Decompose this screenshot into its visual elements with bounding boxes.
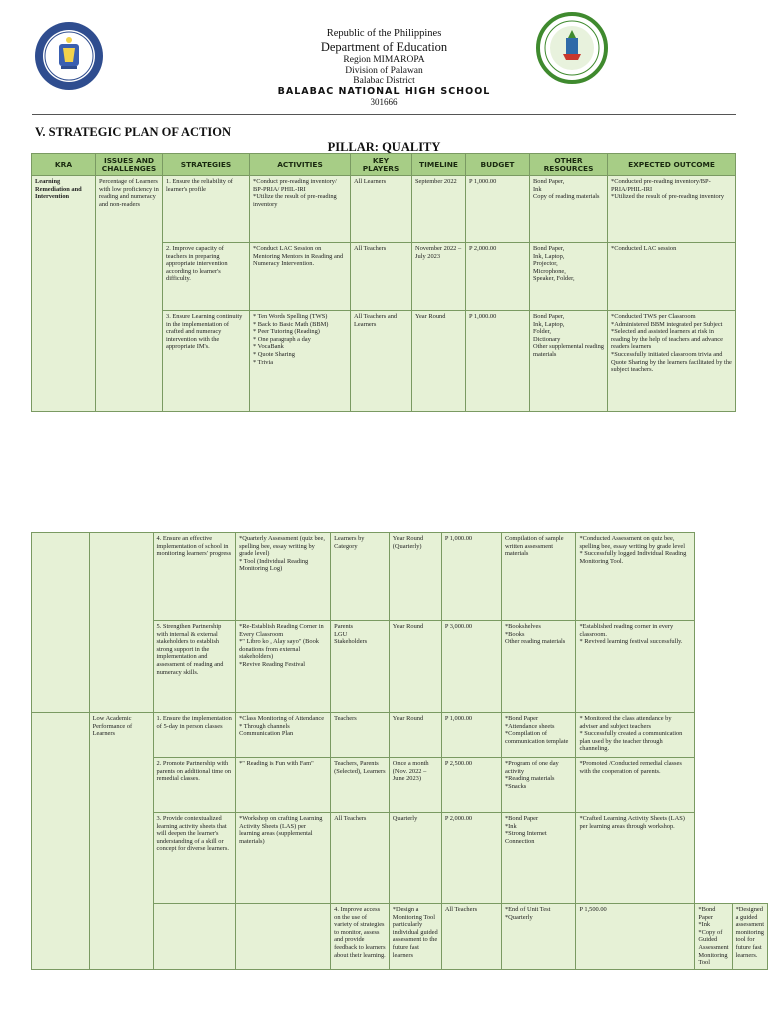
table-row <box>32 176 736 243</box>
strategy-cell: 1. Ensure the implementation of 5-day in person classes <box>153 713 236 758</box>
outcome-cell: * Monitored the class attendance by adviser and subject teachers * Successfully created a communication plan used by the teacher through channeling. <box>576 713 695 758</box>
budget-cell: P 1,000.00 <box>466 311 530 412</box>
budget-cell: P 1,000.00 <box>441 533 501 621</box>
kra-cell <box>32 533 90 713</box>
region-line: Region MIMAROPA <box>343 55 425 65</box>
strategy-cell: 4. Ensure an effective implementation of school in monitoring learners' progress <box>153 533 236 621</box>
issue-cell <box>236 904 331 970</box>
strategy-cell: 1. Ensure the reliability of learner's profile <box>163 176 250 243</box>
col-kra: KRA <box>32 154 96 176</box>
timeline-cell: Once a month (Nov. 2022 – June 2023) <box>389 758 441 813</box>
issue-cell <box>89 533 153 713</box>
resources-cell: *Bookshelves *Books Other reading materials <box>501 621 576 713</box>
resources-cell: Compilation of sample written assessment materials <box>501 533 576 621</box>
players-cell: Parents LGU Stakeholders <box>331 621 390 713</box>
department-line: Department of Education <box>320 40 448 54</box>
timeline-cell: November 2022 – July 2023 <box>412 243 466 311</box>
header-divider <box>32 114 736 115</box>
table-header-row <box>32 154 736 176</box>
resources-cell: Bond Paper, Ink, Laptop, Folder, Dictionary Other supplemental reading materials <box>530 311 608 412</box>
school-name: BALABAC NATIONAL HIGH SCHOOL <box>277 86 491 97</box>
col-timeline: TIMELINE <box>412 154 466 176</box>
players-cell: Teachers, Parents (Selected), Learners <box>331 758 390 813</box>
players-cell: Teachers <box>331 713 390 758</box>
outcome-cell: *Promoted /Conducted remedial classes with the cooperation of parents. <box>576 758 695 813</box>
outcome-cell: *Conducted Assessment on quiz bee, spelling bee, essay writing by grade level * Successfully logged Individual Reading Monitoring Tool. <box>576 533 695 621</box>
activities-cell: * Ten Words Spelling (TWS) * Back to Basic Math (BBM) * Peer Tutoring (Reading) * One paragraph a day * VocaBank * Quote Sharing * Trivia <box>250 311 351 412</box>
activities-cell: *Re-Establish Reading Corner in Every Classroom *" Libro ko , Alay sayo" (Book donations from external stakeholders) *Revive Reading Festival <box>236 621 331 713</box>
issue-cell: Low Academic Performance of Learners <box>89 713 153 970</box>
col-other-resources: OTHER RESOURCES <box>530 154 608 176</box>
activities-cell: *" Reading is Fun with Fam" <box>236 758 331 813</box>
col-strategies: STRATEGIES <box>163 154 250 176</box>
col-issues: ISSUES AND CHALLENGES <box>96 154 163 176</box>
resources-cell: Bond Paper, Ink Copy of reading materials <box>530 176 608 243</box>
table-row <box>32 533 768 621</box>
strategy-cell: 2. Promote Partnership with parents on additional time on remedial classes. <box>153 758 236 813</box>
budget-cell: P 2,000.00 <box>441 813 501 904</box>
plan-table-1 <box>31 153 736 412</box>
strategy-cell: 4. Improve access on the use of variety of strategies to monitor, assess and provide feedback to learners about their learning. <box>331 904 390 970</box>
school-seal-icon <box>536 12 608 84</box>
document-header <box>0 0 768 112</box>
players-cell: Learners by Category <box>331 533 390 621</box>
players-cell: All Teachers and Learners <box>351 311 412 412</box>
timeline-cell: Year Round <box>412 311 466 412</box>
plan-table-2 <box>31 532 768 970</box>
players-cell: All Teachers <box>331 813 390 904</box>
resources-cell: Bond Paper, Ink, Laptop, Projector, Microphone, Speaker, Folder, <box>530 243 608 311</box>
issue-cell: Percentage of Learners with low proficiency in reading and numeracy and non-readers <box>96 176 163 412</box>
budget-cell: P 2,500.00 <box>441 758 501 813</box>
division-line: Division of Palawan <box>345 66 423 76</box>
timeline-cell: Quarterly <box>389 813 441 904</box>
strategy-cell: 2. Improve capacity of teachers in preparing appropriate intervention according to learner's difficulty. <box>163 243 250 311</box>
outcome-cell: *Crafted Learning Activity Sheets (LAS) per learning areas through workshop. <box>576 813 695 904</box>
strategy-cell: 3. Ensure Learning continuity in the implementation of crafted and numeracy intervention with the appropriate IM's. <box>163 311 250 412</box>
activities-cell: *Quarterly Assessment (quiz bee, spelling bee, essay writing by grade level) * Tool (Individual Reading Monitoring Log) <box>236 533 331 621</box>
activities-cell: *Class Monitoring of Attendance * Through channels Communication Plan <box>236 713 331 758</box>
resources-cell: *Bond Paper *Ink *Copy of Guided Assessment Monitoring Tool <box>695 904 732 970</box>
strategy-cell: 3. Provide contextualized learning activity sheets that will deepen the learner's understanding of a skill or concept for diverse learners. <box>153 813 236 904</box>
timeline-cell: September 2022 <box>412 176 466 243</box>
outcome-cell: *Designed a guided assessment monitoring tool for future fast learners. <box>732 904 767 970</box>
school-id: 301666 <box>370 97 398 107</box>
budget-cell: P 1,500.00 <box>576 904 695 970</box>
timeline-cell: Year Round (Quarterly) <box>389 533 441 621</box>
kra-cell <box>32 713 90 970</box>
players-cell: All Teachers <box>351 243 412 311</box>
resources-cell: *Program of one day activity *Reading materials *Snacks <box>501 758 576 813</box>
strategy-cell: 5. Strengthen Partnership with internal & external stakeholders to establish strong support in the implementation and assessment of reading and numeracy skills. <box>153 621 236 713</box>
activities-cell: *Workshop on crafting Learning Activity Sheets (LAS) per learning areas (supplemental materials) <box>236 813 331 904</box>
district-line: Balabac District <box>353 76 415 86</box>
budget-cell: P 2,000.00 <box>466 243 530 311</box>
activities-cell: *Conduct LAC Session on Mentoring Mentors in Reading and Numeracy Intervention. <box>250 243 351 311</box>
resources-cell: *Bond Paper *Ink *Strong Internet Connection <box>501 813 576 904</box>
col-expected-outcome: EXPECTED OUTCOME <box>608 154 736 176</box>
outcome-cell: *Conducted TWS per Classroom *Administered BBM integrated per Subject *Selected and assisted learners at risk in reading by the help of teachers and advance readers learners *Successfully initiated classroom trivia and Quote Sharing by the learners facilitated by the subject teachers. <box>608 311 736 412</box>
timeline-cell: Year Round <box>389 621 441 713</box>
activities-cell: *Design a Monitoring Tool particularly individual guided assessment to the future fast learners <box>389 904 441 970</box>
pillar-title: PILLAR: QUALITY <box>327 140 441 154</box>
col-budget: BUDGET <box>466 154 530 176</box>
col-activities: ACTIVITIES <box>250 154 351 176</box>
budget-cell: P 1,000.00 <box>466 176 530 243</box>
col-key-players: KEY PLAYERS <box>351 154 412 176</box>
budget-cell: P 3,000.00 <box>441 621 501 713</box>
timeline-cell: *End of Unit Test *Quarterly <box>501 904 576 970</box>
kra-cell: Learning Remediation and Intervention <box>32 176 96 412</box>
timeline-cell: Year Round <box>389 713 441 758</box>
players-cell: All Teachers <box>441 904 501 970</box>
republic-line: Republic of the Philippines <box>326 28 442 39</box>
table-row <box>32 713 768 758</box>
outcome-cell: *Conducted LAC session <box>608 243 736 311</box>
outcome-cell: *Conducted pre-reading inventory/BP-PRIA/PHIL-IRI *Utilized the result of pre-reading inventory <box>608 176 736 243</box>
resources-cell: *Bond Paper *Attendance sheets *Compilation of communication template <box>501 713 576 758</box>
outcome-cell: *Established reading corner in every classroom. * Revived learning festival successfully. <box>576 621 695 713</box>
activities-cell: *Conduct pre-reading inventory/ BP-PRIA/ PHIL-IRI *Utilize the result of pre-reading inventory <box>250 176 351 243</box>
section-title: V. STRATEGIC PLAN OF ACTION <box>35 125 231 139</box>
budget-cell: P 1,000.00 <box>441 713 501 758</box>
players-cell: All Learners <box>351 176 412 243</box>
kra-cell <box>153 904 236 970</box>
